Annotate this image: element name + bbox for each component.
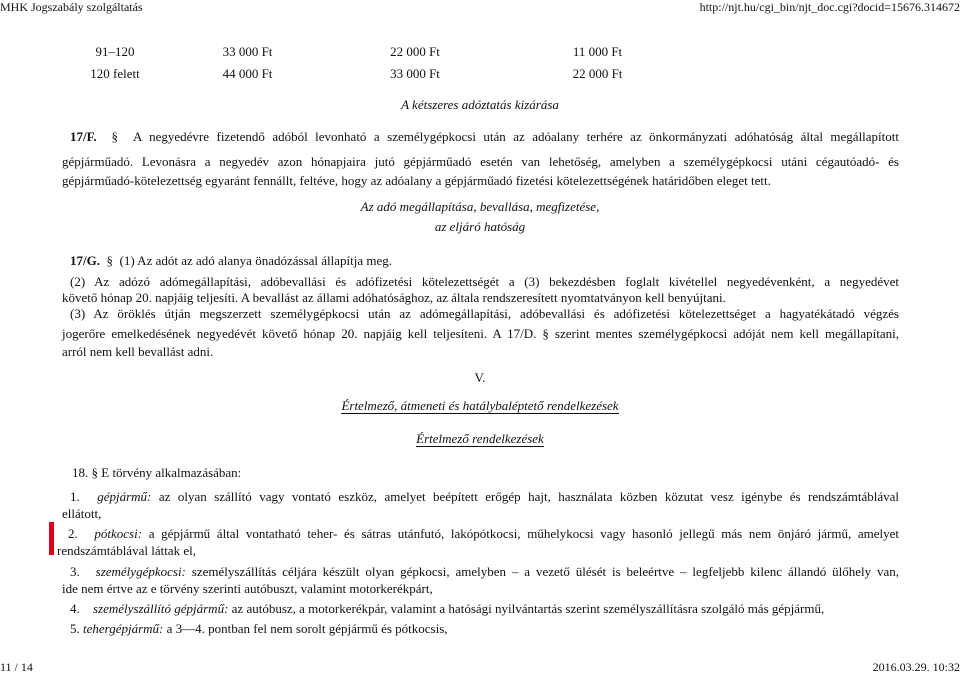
para-text: A negyedévre fizetendő adóból levonható a személygépkocsi után az adóalany terhére az önkormányzati adóhatóság által megállapított <box>132 129 900 144</box>
list-item-5 <box>62 620 899 638</box>
list-item-1-cont: ellátott, <box>62 506 102 521</box>
para-text: (2) Az adózó adómegállapítási, adóbevallási és adófizetési kötelezettségét a (3) bekezdésben foglalt kivétellel negyedévenként, a negyedévet <box>70 274 899 289</box>
section-title-hatosag-1: Az adó megállapítása, bevallása, megfizetése, <box>360 199 600 214</box>
table-cell: 120 felett <box>90 66 140 81</box>
para-17g-p2-line2: követő hónap 20. napjáig teljesíti. A bevallást az állami adóhatósághoz, az általa rendszeresített nyomtatványon kell benyújtani. <box>62 290 726 305</box>
table-cell: 11 000 Ft <box>572 44 623 59</box>
header-source: MHK Jogszabály szolgáltatás <box>0 0 143 14</box>
fee-table <box>55 41 685 85</box>
header-url[interactable]: http://njt.hu/cgi_bin/njt_doc.cgi?docid=15676.314672 <box>699 0 960 14</box>
list-number: 1. <box>70 489 80 504</box>
list-text: a gépjármű által vontatható teher- és sátras utánfutó, lakópótkocsi, műhelykocsi vagy hasonló jellegű más nem önjáró jármű, amelyet <box>148 526 900 541</box>
para-17f-line2: gépjárműadó. Levonásra a negyedév azon hónapjaira jutó gépjárműadó esetén van lehetőség, amelyben a személygépkocsi utáni cégautóadó- és <box>62 154 899 169</box>
list-item-2-cont: rendszámtáblával láttak el, <box>57 543 196 558</box>
list-term: gépjármű: <box>97 489 152 504</box>
list-item-2 <box>62 525 899 543</box>
list-number: 3. <box>70 564 80 579</box>
print-timestamp: 2016.03.29. 10:32 <box>872 660 960 674</box>
list-term: pótkocsi: <box>94 526 143 541</box>
para-number: 17/G. <box>70 253 100 268</box>
page-number: 11 / 14 <box>0 660 33 674</box>
chapter-numeral: V. <box>474 370 486 385</box>
para-text: (1) Az adót az adó alanya önadózással állapítja meg. <box>119 253 393 268</box>
section-title-kizaras: A kétszeres adóztatás kizárása <box>401 97 559 112</box>
list-text: az olyan szállító vagy vontató eszköz, amelyet beépített erőgép hajt, használata közben közutat vesz igénybe és rendszámtáblával <box>158 489 900 504</box>
list-item-1 <box>62 488 899 506</box>
list-item-3 <box>62 563 899 581</box>
list-term: tehergépjármű: <box>83 621 164 636</box>
para-17g-p3-line3: arról nem kell bevallást adni. <box>62 344 214 359</box>
para-17g-p1 <box>62 252 899 270</box>
list-item-3-cont: ide nem értve az e törvény szerinti autóbuszt, valamint motorkerékpárt, <box>62 581 433 596</box>
para-number: 17/F. <box>70 129 97 144</box>
table-row <box>55 41 685 63</box>
para-17g-p3-line1 <box>62 305 899 323</box>
list-term: személygépkocsi: <box>95 564 186 579</box>
list-number: 4. <box>70 601 80 616</box>
table-cell: 22 000 Ft <box>572 66 623 81</box>
list-number: 5. <box>70 621 80 636</box>
table-cell: 22 000 Ft <box>390 44 440 59</box>
table-cell: 33 000 Ft <box>390 66 440 81</box>
table-cell: 44 000 Ft <box>222 66 273 81</box>
para-17f-line1 <box>62 128 899 146</box>
para-17f-line3: gépjárműadó-kötelezettség egyaránt fennállt, feltéve, hogy az adóalany a gépjárműadó fizetési kötelezettségének határidőben eleget tett. <box>62 173 771 188</box>
change-marker <box>49 522 54 555</box>
list-text: a 3—4. pontban fel nem sorolt gépjármű és pótkocsis, <box>166 621 448 636</box>
table-cell: 91–120 <box>95 44 135 59</box>
list-term: személyszállító gépjármű: <box>93 601 229 616</box>
table-cell: 33 000 Ft <box>222 44 273 59</box>
para-17g-p3-line2: jogerőre emelkedésének negyedévét követő hónap 20. napjáig kell teljesíteni. A 17/D. § szerint mentes személygépkocsi adóját nem kell megállapítani, <box>62 326 899 341</box>
section-sign: § <box>103 253 120 268</box>
list-text: az autóbusz, a motorkerékpár, valamint a hatósági nyilvántartás szerint személyszállításra szolgáló más gépjármű, <box>231 601 825 616</box>
chapter-title-text: Értelmező, átmeneti és hatálybaléptető rendelkezések <box>341 398 619 413</box>
list-item-4 <box>62 600 899 618</box>
table-row <box>55 63 685 85</box>
section-sign: § <box>104 129 133 144</box>
chapter-title <box>0 398 960 414</box>
para-text: (3) Az öröklés útján megszerzett személygépkocsi után az adómegállapítási, adóbevallási és adófizetési kötelezettséget a hagyatékátadó végzés <box>70 306 899 321</box>
list-text: személyszállítás céljára készült olyan gépkocsi, amelyben – a vezető ülését is beleértve – legfeljebb kilenc állandó ülőhely van, <box>191 564 900 579</box>
list-number: 2. <box>68 526 78 541</box>
chapter-subtitle-text: Értelmező rendelkezések <box>416 431 544 446</box>
para-18-heading: 18. § E törvény alkalmazásában: <box>72 465 242 480</box>
chapter-subtitle <box>0 431 960 447</box>
section-title-hatosag-2: az eljáró hatóság <box>434 219 526 234</box>
